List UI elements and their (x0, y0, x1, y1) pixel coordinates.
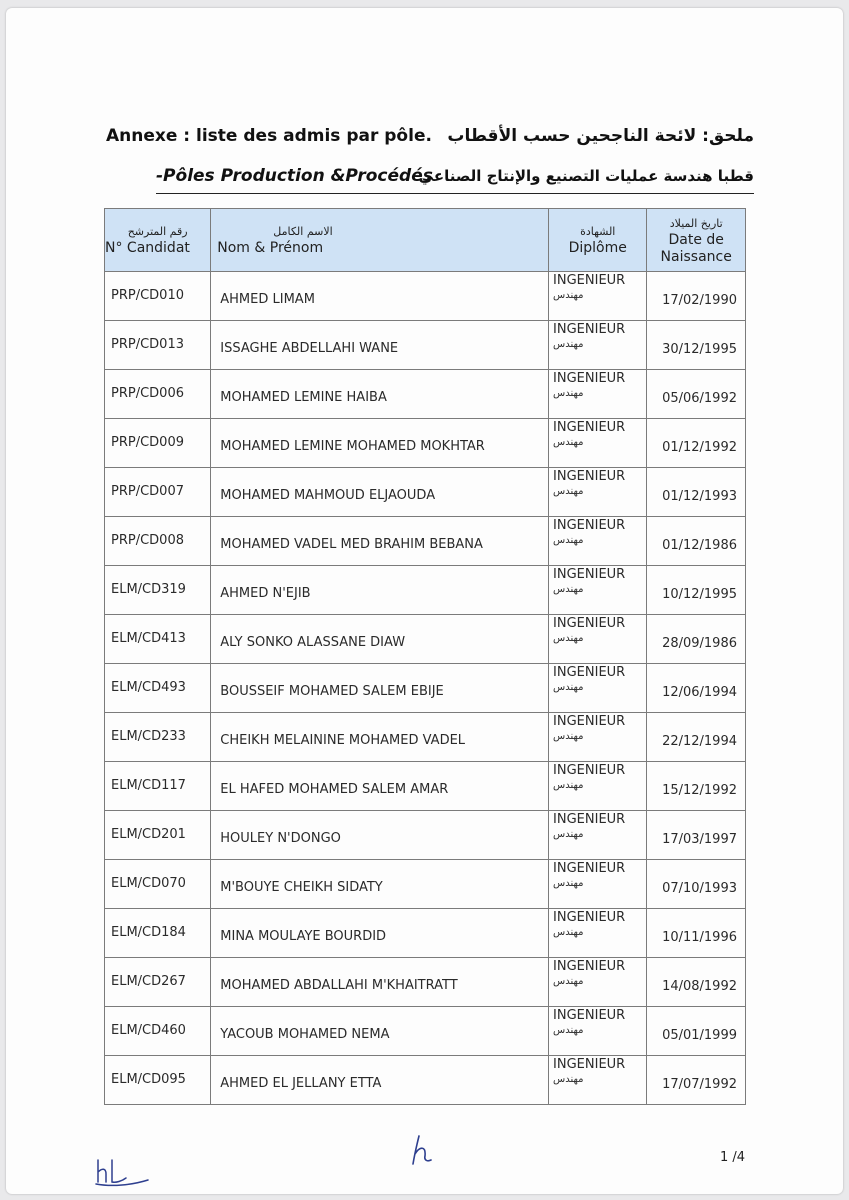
column-header-birth-date (647, 209, 746, 272)
cell-full-name: HOULEY N'DONGO (211, 811, 549, 860)
diploma-arabic: مهندس (553, 878, 584, 889)
diploma-arabic: مهندس (553, 486, 584, 497)
cell-candidate-number: ELM/CD233 (105, 713, 211, 762)
column-header-ar: تاريخ الميلاد (669, 216, 723, 230)
diploma-french: INGENIEUR (553, 616, 626, 631)
diploma-arabic: مهندس (553, 290, 584, 301)
diploma-arabic: مهندس (553, 780, 584, 791)
cell-diploma (549, 713, 647, 762)
table-body (105, 272, 746, 1105)
table-row (105, 713, 746, 762)
cell-full-name: M'BOUYE CHEIKH SIDATY (211, 860, 549, 909)
diploma-arabic: مهندس (553, 682, 584, 693)
cell-birth-date: 05/01/1999 (647, 1007, 746, 1056)
cell-full-name: BOUSSEIF MOHAMED SALEM EBIJE (211, 664, 549, 713)
diploma-arabic: مهندس (553, 976, 584, 987)
cell-candidate-number: ELM/CD070 (105, 860, 211, 909)
cell-full-name: MINA MOULAYE BOURDID (211, 909, 549, 958)
cell-diploma (549, 1056, 647, 1105)
cell-birth-date: 07/10/1993 (647, 860, 746, 909)
diploma-french: INGENIEUR (553, 469, 626, 484)
diploma-french: INGENIEUR (553, 910, 626, 925)
table-header-row (105, 209, 746, 272)
column-header-ar: الشهادة (580, 225, 616, 238)
diploma-french: INGENIEUR (553, 371, 626, 386)
cell-full-name: MOHAMED LEMINE MOHAMED MOKHTAR (211, 419, 549, 468)
diploma-arabic: مهندس (553, 731, 584, 742)
title-row (106, 126, 754, 152)
subtitle-row (156, 165, 754, 194)
cell-diploma (549, 321, 647, 370)
table-row (105, 811, 746, 860)
table-row (105, 566, 746, 615)
table-row (105, 517, 746, 566)
cell-birth-date: 30/12/1995 (647, 321, 746, 370)
column-header-diploma (549, 209, 647, 272)
cell-diploma (549, 468, 647, 517)
subtitle-french: -Pôles Production &Procédés (156, 166, 433, 186)
cell-birth-date: 17/02/1990 (647, 272, 746, 321)
diploma-french: INGENIEUR (553, 518, 626, 533)
diploma-arabic: مهندس (553, 633, 584, 644)
cell-full-name: ALY SONKO ALASSANE DIAW (211, 615, 549, 664)
diploma-arabic: مهندس (553, 1025, 584, 1036)
table-row (105, 468, 746, 517)
cell-diploma (549, 1007, 647, 1056)
table-row (105, 615, 746, 664)
cell-full-name: MOHAMED ABDALLAHI M'KHAITRATT (211, 958, 549, 1007)
cell-diploma (549, 958, 647, 1007)
table-row (105, 1007, 746, 1056)
diploma-arabic: مهندس (553, 339, 584, 350)
cell-diploma (549, 517, 647, 566)
cell-birth-date: 12/06/1994 (647, 664, 746, 713)
cell-candidate-number: ELM/CD184 (105, 909, 211, 958)
cell-full-name: CHEIKH MELAININE MOHAMED VADEL (211, 713, 549, 762)
cell-diploma (549, 419, 647, 468)
cell-candidate-number: ELM/CD319 (105, 566, 211, 615)
table-row (105, 321, 746, 370)
cell-candidate-number: ELM/CD493 (105, 664, 211, 713)
cell-full-name: MOHAMED LEMINE HAIBA (211, 370, 549, 419)
table-row (105, 958, 746, 1007)
handwritten-initial-center (410, 1134, 436, 1168)
diploma-arabic: مهندس (553, 927, 584, 938)
diploma-french: INGENIEUR (553, 812, 626, 827)
table-row (105, 1056, 746, 1105)
cell-diploma (549, 664, 647, 713)
cell-birth-date: 28/09/1986 (647, 615, 746, 664)
cell-birth-date: 10/11/1996 (647, 909, 746, 958)
handwritten-initial-left (92, 1154, 152, 1190)
cell-diploma (549, 615, 647, 664)
admitted-list-table (104, 208, 746, 1105)
column-header-ar: الاسم الكامل (273, 225, 333, 238)
cell-birth-date: 05/06/1992 (647, 370, 746, 419)
diploma-arabic: مهندس (553, 535, 584, 546)
document-page (6, 8, 843, 1194)
table-row (105, 370, 746, 419)
diploma-french: INGENIEUR (553, 420, 626, 435)
column-header-fr: Date de Naissance (660, 231, 732, 265)
column-header-fr: N° Candidat (105, 240, 190, 256)
column-header-full-name (211, 209, 549, 272)
cell-candidate-number: ELM/CD413 (105, 615, 211, 664)
title-arabic: ملحق: لائحة الناجحين حسب الأقطاب (447, 126, 754, 146)
column-header-fr: Nom & Prénom (217, 240, 324, 256)
cell-diploma (549, 272, 647, 321)
column-header-candidate-number (105, 209, 211, 272)
cell-birth-date: 01/12/1986 (647, 517, 746, 566)
page-number: 1 /4 (720, 1150, 746, 1165)
diploma-french: INGENIEUR (553, 273, 626, 288)
cell-candidate-number: PRP/CD006 (105, 370, 211, 419)
diploma-french: INGENIEUR (553, 959, 626, 974)
diploma-french: INGENIEUR (553, 763, 626, 778)
diploma-french: INGENIEUR (553, 567, 626, 582)
table-row (105, 272, 746, 321)
cell-full-name: EL HAFED MOHAMED SALEM AMAR (211, 762, 549, 811)
cell-candidate-number: ELM/CD095 (105, 1056, 211, 1105)
cell-full-name: MOHAMED VADEL MED BRAHIM BEBANA (211, 517, 549, 566)
diploma-arabic: مهندس (553, 584, 584, 595)
cell-candidate-number: PRP/CD009 (105, 419, 211, 468)
column-header-fr: Diplôme (568, 240, 627, 256)
diploma-arabic: مهندس (553, 1074, 584, 1085)
table-row (105, 762, 746, 811)
cell-birth-date: 01/12/1993 (647, 468, 746, 517)
table-row (105, 664, 746, 713)
cell-diploma (549, 860, 647, 909)
cell-birth-date: 01/12/1992 (647, 419, 746, 468)
cell-full-name: ISSAGHE ABDELLAHI WANE (211, 321, 549, 370)
cell-birth-date: 22/12/1994 (647, 713, 746, 762)
cell-candidate-number: PRP/CD007 (105, 468, 211, 517)
cell-candidate-number: PRP/CD010 (105, 272, 211, 321)
diploma-french: INGENIEUR (553, 322, 626, 337)
cell-full-name: AHMED N'EJIB (211, 566, 549, 615)
diploma-arabic: مهندس (553, 437, 584, 448)
column-header-ar: رقم المترشح (127, 225, 188, 238)
diploma-arabic: مهندس (553, 829, 584, 840)
cell-candidate-number: ELM/CD460 (105, 1007, 211, 1056)
cell-candidate-number: PRP/CD013 (105, 321, 211, 370)
subtitle-arabic: قطبا هندسة عمليات التصنيع والإنتاج الصناعي (418, 167, 754, 185)
table-row (105, 419, 746, 468)
cell-diploma (549, 811, 647, 860)
cell-diploma (549, 566, 647, 615)
cell-diploma (549, 370, 647, 419)
cell-birth-date: 17/03/1997 (647, 811, 746, 860)
diploma-french: INGENIEUR (553, 1008, 626, 1023)
diploma-french: INGENIEUR (553, 1057, 626, 1072)
diploma-french: INGENIEUR (553, 861, 626, 876)
cell-diploma (549, 909, 647, 958)
diploma-arabic: مهندس (553, 388, 584, 399)
cell-full-name: MOHAMED MAHMOUD ELJAOUDA (211, 468, 549, 517)
cell-birth-date: 17/07/1992 (647, 1056, 746, 1105)
cell-birth-date: 15/12/1992 (647, 762, 746, 811)
cell-candidate-number: ELM/CD267 (105, 958, 211, 1007)
title-french: Annexe : liste des admis par pôle. (106, 126, 432, 146)
cell-full-name: AHMED LIMAM (211, 272, 549, 321)
diploma-french: INGENIEUR (553, 714, 626, 729)
cell-full-name: YACOUB MOHAMED NEMA (211, 1007, 549, 1056)
table-row (105, 909, 746, 958)
cell-birth-date: 14/08/1992 (647, 958, 746, 1007)
diploma-french: INGENIEUR (553, 665, 626, 680)
cell-diploma (549, 762, 647, 811)
cell-full-name: AHMED EL JELLANY ETTA (211, 1056, 549, 1105)
cell-candidate-number: ELM/CD201 (105, 811, 211, 860)
cell-candidate-number: ELM/CD117 (105, 762, 211, 811)
cell-birth-date: 10/12/1995 (647, 566, 746, 615)
cell-candidate-number: PRP/CD008 (105, 517, 211, 566)
table-row (105, 860, 746, 909)
